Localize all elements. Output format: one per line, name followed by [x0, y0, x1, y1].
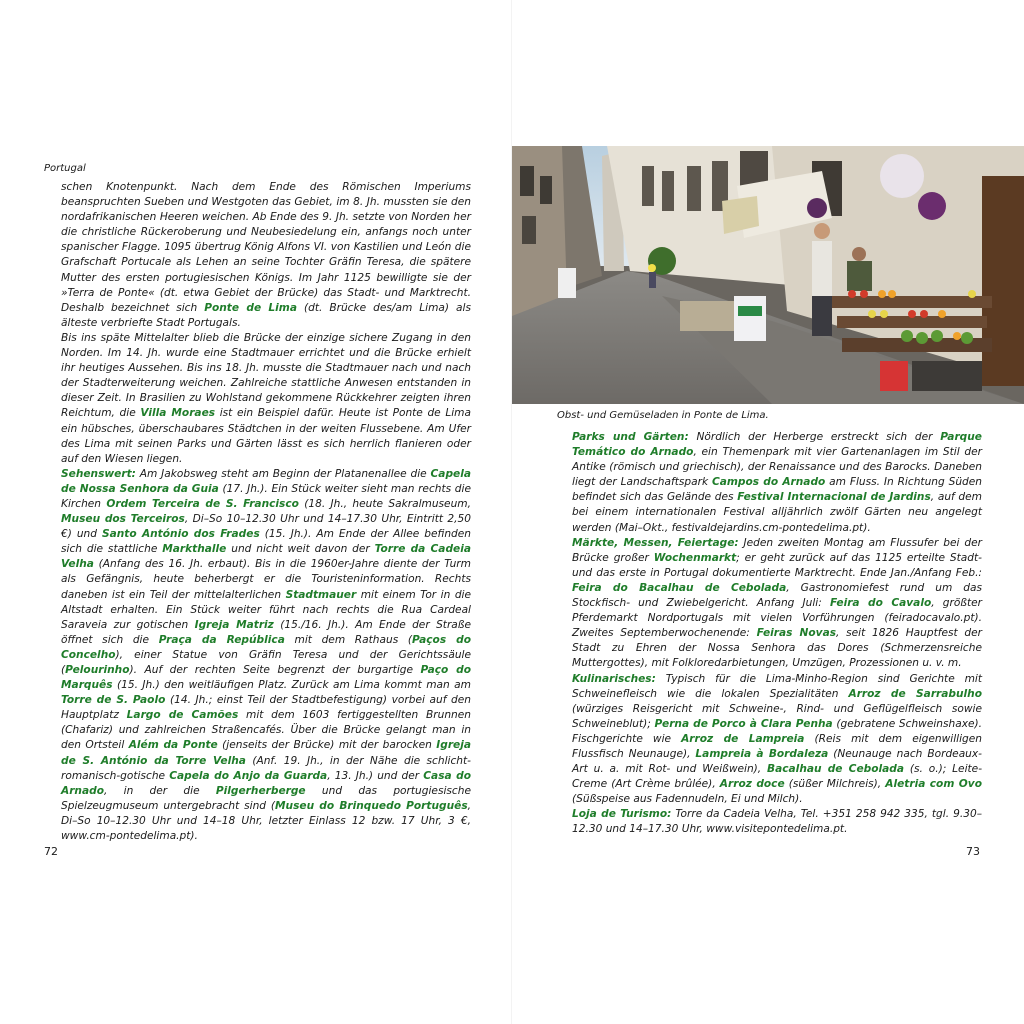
highlighted-term: Parks und Gärten: — [572, 431, 689, 443]
street-market-image — [512, 146, 1024, 404]
body-text: Jeden zweiten Montag am Flussufer bei der Brücke großer — [572, 536, 982, 564]
body-text: und das portugiesische Spielzeugmuseum untergebracht sind ( — [61, 784, 471, 812]
body-text: , in der die — [103, 784, 216, 797]
body-paragraph — [61, 467, 471, 844]
highlighted-term: Torre de S. Paolo — [61, 694, 166, 707]
highlighted-term: Igreja de S. António da Torre Velha — [61, 739, 472, 767]
body-text: (Süßspeise aus Fadennudeln, Ei und Milch). — [572, 793, 803, 806]
highlighted-term: Campos do Arnado — [711, 476, 826, 489]
highlighted-term: Capela do Anjo da Guarda — [169, 769, 328, 782]
body-text: ist ein Beispiel dafür. Heute ist Ponte de Lima ein hübsches, überschaubares Städtchen in der weiten Flussebene. Am Ufer des Lima mit seinen Parks und Gärten lässt es sich herrlich flanieren oder auf den Wiesen liegen. — [61, 407, 471, 465]
highlighted-term: Capela de Nossa Senhora da Guia — [61, 467, 471, 495]
photo-caption: Obst- und Gemüseladen in Ponte de Lima. — [557, 410, 769, 421]
body-text: (süßer Milchreis), — [784, 778, 886, 791]
body-text: (jenseits der Brücke) mit der barocken — [217, 739, 437, 752]
body-text: ), einer Statue von Gräfin Teresa und der Gerichtssäule ( — [61, 648, 471, 676]
highlighted-term: Pilgerherberge — [215, 784, 306, 797]
body-text: (Neunauge nach Bordeaux-Art u. a. mit Rot- und Weißwein), — [572, 747, 982, 776]
page-number-right: 73 — [966, 845, 980, 858]
highlighted-term: Bacalhau de Cebolada — [767, 763, 905, 776]
highlighted-term: Ordem Terceira de S. Francisco — [106, 497, 299, 510]
body-paragraph — [572, 672, 982, 808]
highlighted-term: Villa Moraes — [140, 407, 216, 420]
page-number-left: 72 — [44, 845, 58, 858]
body-text: (würziges Reisgericht mit Schweine-, Rind- und Geflügelfleisch sowie Schweineblut); — [572, 702, 982, 730]
highlighted-term: Stadtmauer — [285, 588, 357, 601]
body-text: Nördlich der Herberge erstreckt sich der — [688, 431, 941, 443]
highlighted-term: Santo António dos Frades — [101, 528, 260, 541]
body-paragraph — [61, 331, 471, 467]
highlighted-term: Feira do Cavalo — [829, 597, 932, 610]
body-paragraph — [572, 430, 982, 536]
body-text: , Di–So 10–12.30 Uhr und 14–18 Uhr, letzter Einlass 12 bzw. 17 Uhr, 3 €, www.cm-pontedelima.pt). — [61, 799, 471, 843]
body-text: , auf dem bei einem internationalen Festival alljährlich zwölf Gärten neu angelegt werden (Mai–Okt., festivaldejardins.cm-pontedelima.pt). — [572, 491, 982, 534]
body-text: , Di–So 10–12.30 Uhr und 14–17.30 Uhr, Eintritt 2,50 €) und — [61, 513, 472, 541]
highlighted-term: Märkte, Messen, Feiertage: — [572, 536, 739, 549]
highlighted-term: Casa do Arnado — [61, 769, 471, 797]
body-text: (Anf. 19. Jh., in der Nähe die schlicht-romanisch-gotische — [61, 754, 471, 782]
body-text: mit einem Tor in die Altstadt erhalten. Ein Stück weiter führt nach rechts die Rua Cardeal Saraveia zur gotischen — [61, 588, 472, 631]
street-market-photo — [512, 146, 1024, 404]
highlighted-term: Além da Ponte — [128, 739, 218, 752]
highlighted-term: Largo de Camões — [126, 709, 239, 722]
body-text: Torre da Cadeia Velha, Tel. +351 258 942 335, tgl. 9.30–12.30 und 14–17.30 Uhr, www.visitepontedelima.pt. — [572, 808, 982, 836]
body-text: Bis ins späte Mittelalter blieb die Brücke der einzige sichere Zugang in den Norden. Im 14. Jh. wurde eine Stadtmauer errichtet und die Brücke erhielt ihr heutiges Aussehen. Bis ins 18. Jh. musste die Stadtmauer nach und nach der Stadterweiterung weichen. Zahlreiche stattliche Anwesen entstanden in dieser Zeit. In Brasilien zu Wohlstand gekommene Rückkehrer zeigten ihren Reichtum, die — [61, 331, 471, 420]
body-text: , 13. Jh.) und der — [327, 769, 424, 782]
body-text: , größter Pferdemarkt Nordportugals mit vielen Vorführungen (feiradocavalo.pt). Zweites Septemberwochenende: — [572, 597, 982, 640]
right-page — [512, 0, 1024, 1024]
body-text: Typisch für die Lima-Minho-Region sind Gerichte mit Schweinefleisch wie die lokalen Spezialitäten — [572, 672, 982, 700]
body-text: (18. Jh., heute Sakralmuseum, — [298, 497, 471, 510]
highlighted-term: Igreja Matriz — [194, 618, 274, 631]
body-text: , seit 1826 Hauptfest der Stadt zu Ehren der Nossa Senhora das Dores (Schmerzensreiche Muttergottes), mit Folkloredarbietungen, Umzügen, Prozessionen u. v. m. — [572, 627, 982, 670]
body-paragraph — [572, 807, 982, 837]
body-text: (15. Jh.) den weitläufigen Platz. Zurück am Lima kommt man am — [112, 679, 471, 692]
highlighted-term: Museu do Brinquedo Português — [275, 799, 468, 812]
highlighted-term: Paço do Marquês — [61, 664, 471, 692]
highlighted-term: Praça da República — [158, 633, 285, 646]
highlighted-term: Perna de Porco à Clara Penha — [654, 717, 833, 730]
highlighted-term: Paços do Concelho — [61, 633, 471, 661]
body-paragraph — [572, 536, 982, 672]
highlighted-term: Arroz de Sarrabulho — [848, 687, 982, 700]
highlighted-term: Torre da Cadeia Velha — [61, 543, 471, 571]
running-head: Portugal — [44, 163, 86, 174]
body-text: (Anfang des 16. Jh. erbaut). Bis in die 1960er-Jahre diente der Turm als Gefängnis, heute beherbergt er die Touristeninformation. Rechts daneben ist ein Teil der mittelalterlichen — [61, 558, 471, 601]
body-text: (15./16. Jh.). Am Ende der Straße öffnet sich die — [61, 618, 471, 646]
body-text: und nicht weit davon der — [226, 543, 375, 556]
highlighted-term: Festival Internacional de Jardins — [737, 491, 931, 504]
highlighted-term: Feira do Bacalhau de Cebolada — [572, 581, 787, 594]
body-text: (15. Jh.). Am Ende der Allee befinden sich die stattliche — [61, 528, 472, 556]
body-text: ; er geht zurück auf das 1125 erteilte Stadt- und das erste in Portugal dokumentierte Marktrecht. Ende Jan./Anfang Feb.: — [572, 551, 982, 579]
highlighted-term: Lampreia à Bordaleza — [695, 747, 829, 760]
body-text: (dt. Brücke des/am Lima) als älteste verbriefte Stadt Portugals. — [61, 301, 471, 329]
body-text: schen Knotenpunkt. Nach dem Ende des Römischen Imperiums beanspruchten Sueben und Westgoten das Gebiet, im 8. Jh. mussten sie den nordafrikanischen Heeren weichen. Ab Ende des 9. Jh. setzte von Norden her die christliche Rückeroberung und Neubesiedelung ein, anfangs noch unter spanischer Flagge. 1095 übertrug König Alfons VI. von Kastilien und León die Grafschaft Portucale als Lehen an seine Tochter Gräfin Teresa, die spätere Mutter des ersten portugiesischen Königs. Im Jahr 1125 bewilligte sie der »Terra de Ponte« (dt. etwa Gebiet der Brücke) das Stadt- und Marktrecht. Deshalb bezeichnet sich — [61, 181, 471, 314]
highlighted-term: Wochenmarkt — [653, 551, 737, 564]
body-text: (gebratene Schweinshaxe). Fischgerichte wie — [572, 717, 983, 745]
highlighted-term: Markthalle — [162, 543, 227, 556]
highlighted-term: Ponte de Lima — [204, 301, 297, 314]
body-text: , Gastronomiefest rund um das Stockfisch- und Zwiebelgericht. Anfang Juli: — [572, 581, 982, 610]
highlighted-term: Feiras Novas — [756, 627, 837, 640]
highlighted-term: Arroz doce — [719, 778, 785, 791]
left-text-column — [61, 180, 471, 844]
highlighted-term: Aletria com Ovo — [885, 778, 982, 791]
highlighted-term: Kulinarisches: — [572, 672, 656, 685]
body-text: Am Jakobsweg steht am Beginn der Platanenallee die — [135, 467, 431, 480]
body-text: ). Auf der rechten Seite begrenzt der burgartige — [129, 664, 421, 676]
body-text: (Reis mit dem eigenwilligen Flussfisch Neunauge), — [572, 732, 982, 760]
body-text: am Fluss. In Richtung Süden befindet sich das Gelände des — [572, 476, 982, 504]
highlighted-term: Sehenswert: — [61, 467, 136, 480]
body-text: (14. Jh.; einst Teil der Stadtbefestigung) vorbei auf den Hauptplatz — [61, 694, 471, 722]
highlighted-term: Pelourinho — [65, 664, 130, 676]
highlighted-term: Museu dos Terceiros — [61, 513, 185, 526]
highlighted-term: Parque Temático do Arnado — [572, 431, 982, 459]
highlighted-term: Arroz de Lampreia — [681, 732, 805, 745]
body-text: mit dem Rathaus ( — [284, 633, 413, 646]
body-text: , ein Themenpark mit vier Gartenanlagen im Stil der Antike (römisch und griechisch), der Renaissance und des Barocks. Daneben liegt der Landschaftspark — [572, 446, 982, 489]
highlighted-term: Loja de Turismo: — [572, 808, 672, 821]
body-text: mit dem 1603 fertiggestellten Brunnen (Chafariz) und zahlreichen Straßencafés. Über die Brücke gelangt man in den Ortsteil — [61, 709, 471, 752]
body-paragraph — [61, 180, 471, 331]
right-text-column — [572, 430, 982, 838]
body-text: (s. o.); Leite-Creme (Art Crème brûlée), — [572, 763, 983, 791]
body-text: (17. Jh.). Ein Stück weiter sieht man rechts die Kirchen — [61, 482, 471, 510]
